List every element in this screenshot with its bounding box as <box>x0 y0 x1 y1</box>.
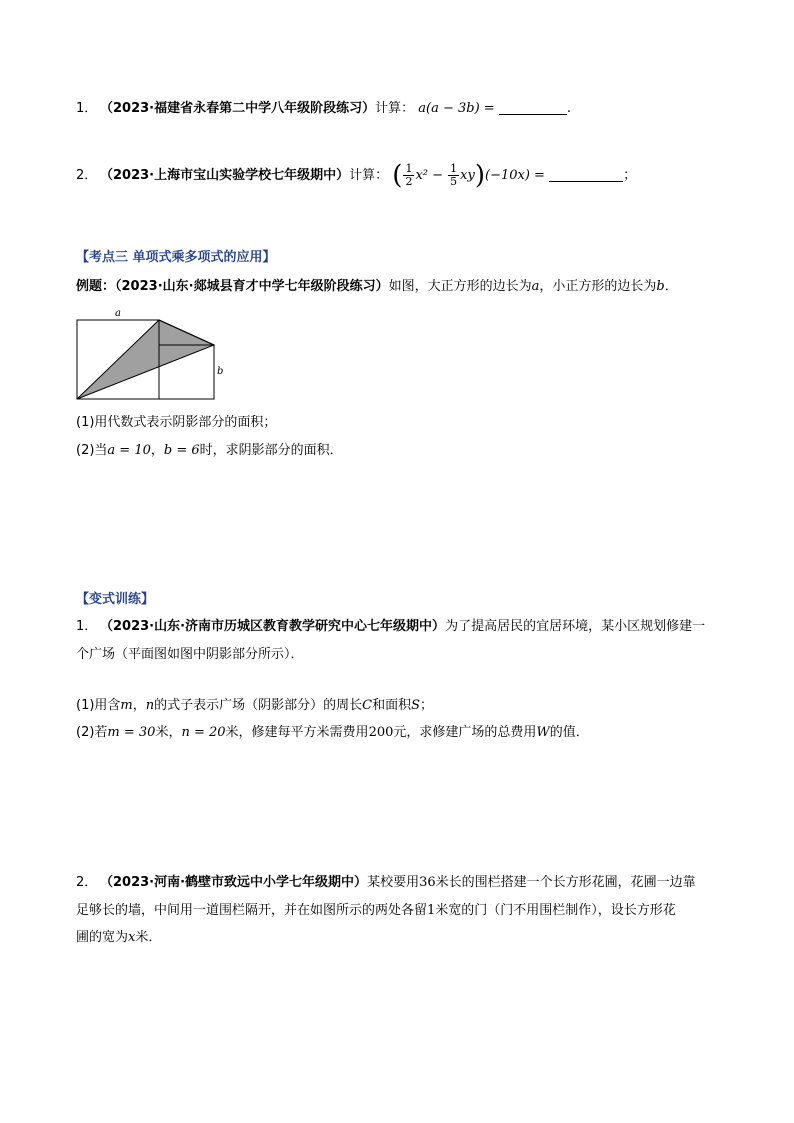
math-term: xy <box>460 168 475 183</box>
shaded-region <box>77 320 214 399</box>
math-term: x² <box>415 168 428 183</box>
question-prompt: 计算： <box>375 101 415 116</box>
var-n: n <box>145 698 155 713</box>
variant-title: 【变式训练】 <box>76 592 155 607</box>
question-text: 为了提高居民的宜居环境，某小区规划修建一 <box>445 619 706 634</box>
question-2 <box>76 160 637 191</box>
example-label: 例题： <box>76 279 116 294</box>
example-end: ． <box>664 279 678 294</box>
part-text: (2)若 <box>76 725 108 740</box>
part-text: ， <box>132 698 146 713</box>
var-b: b <box>656 279 665 294</box>
part-text: 米， <box>155 725 182 740</box>
example-text: 如图，大正方形的边长为 <box>388 279 532 294</box>
question-text: 足够长的墙，中间用一道围栏隔开，并在如图所示的两处各留 <box>76 903 428 918</box>
condition-a: a = 10 <box>107 443 151 458</box>
fraction-numerator: 1 <box>450 162 458 175</box>
question-number: 2． <box>76 168 98 183</box>
fraction <box>448 163 459 188</box>
door-width: 1 <box>427 903 436 918</box>
answer-blank[interactable] <box>549 167 623 182</box>
question-source: （2023·河南·鹤壁市致远中小学七年级期中） <box>100 875 368 890</box>
part-text: (2)当 <box>76 443 108 458</box>
squares-figure <box>72 305 224 403</box>
var-c: C <box>362 698 373 713</box>
question-text: 米宽的门（门不用围栏制作），设长方形花 <box>435 903 676 918</box>
part-text: 的式子表示广场（阴影部分）的周长 <box>154 698 363 713</box>
fence-length: 36 <box>419 875 436 890</box>
var-s: S <box>411 698 421 713</box>
example-statement <box>76 277 678 297</box>
example-source: （2023·山东·郯城县育才中学七年级阶段练习） <box>115 279 389 294</box>
example-part-1: (1)用代数式表示阴影部分的面积； <box>76 415 277 430</box>
variant-q1-line1 <box>76 617 705 637</box>
part-text: 时，求阴影部分的面积． <box>199 443 343 458</box>
part-text: 和面积 <box>372 698 412 713</box>
fraction <box>403 163 414 188</box>
question-text: 圃的宽为 <box>76 930 129 945</box>
left-paren: ( <box>392 160 403 191</box>
math-expression: a(a − 3b) = <box>418 101 495 116</box>
answer-blank[interactable] <box>499 100 567 115</box>
example-part-2 <box>76 441 343 461</box>
var-a: a <box>531 279 540 294</box>
variant-q1-part2 <box>76 723 589 743</box>
question-number: 1． <box>76 619 98 634</box>
var-m: m <box>120 698 133 713</box>
variant-q1-line2: 个广场（平面图如图中阴影部分所示）． <box>76 647 304 662</box>
minus-sign: − <box>432 168 444 183</box>
variant-q2-line1 <box>76 873 696 893</box>
fraction-denominator: 5 <box>450 175 458 188</box>
section-title: 【考点三 单项式乘多项式的应用】 <box>76 250 276 265</box>
question-number: 2． <box>76 875 98 890</box>
variant-q2-line3 <box>76 928 161 948</box>
label-b: b <box>217 366 224 377</box>
question-text: 某校要用 <box>367 875 420 890</box>
value-m: m = 30 <box>107 725 156 740</box>
question-end: . <box>566 101 571 116</box>
part-text: (1)用含 <box>76 698 121 713</box>
part-text: ， <box>150 443 164 458</box>
variant-q1-part1 <box>76 696 433 716</box>
part-text: 元，求修建广场的总费用 <box>393 725 537 740</box>
question-prompt: 计算： <box>349 168 389 183</box>
var-x: x <box>128 930 136 945</box>
question-1 <box>76 99 571 119</box>
question-source: （2023·山东·济南市历城区教育教学研究中心七年级期中） <box>100 619 446 634</box>
question-text: 米长的围栏搭建一个长方形花圃，花圃一边靠 <box>435 875 696 890</box>
fraction-numerator: 1 <box>405 162 413 175</box>
math-factor: (−10x) = <box>485 168 545 183</box>
cost-value: 200 <box>368 725 394 740</box>
variant-q2-line2 <box>76 901 676 921</box>
question-source: （2023·上海市宝山实验学校七年级期中） <box>100 168 350 183</box>
value-n: n = 20 <box>181 725 226 740</box>
fraction-denominator: 2 <box>405 175 413 188</box>
part-text: 的值． <box>549 725 589 740</box>
condition-b: b = 6 <box>163 443 200 458</box>
var-w: W <box>536 725 550 740</box>
question-end: ； <box>623 168 637 183</box>
example-text-2: ，小正方形的边长为 <box>539 279 657 294</box>
part-text: 米，修建每平方米需费用 <box>225 725 369 740</box>
part-text: ； <box>420 698 434 713</box>
label-a: a <box>115 308 121 319</box>
question-source: （2023·福建省永春第二中学八年级阶段练习） <box>100 101 376 116</box>
question-number: 1． <box>76 101 98 116</box>
right-paren: ) <box>474 160 486 191</box>
question-text: 米． <box>135 930 162 945</box>
